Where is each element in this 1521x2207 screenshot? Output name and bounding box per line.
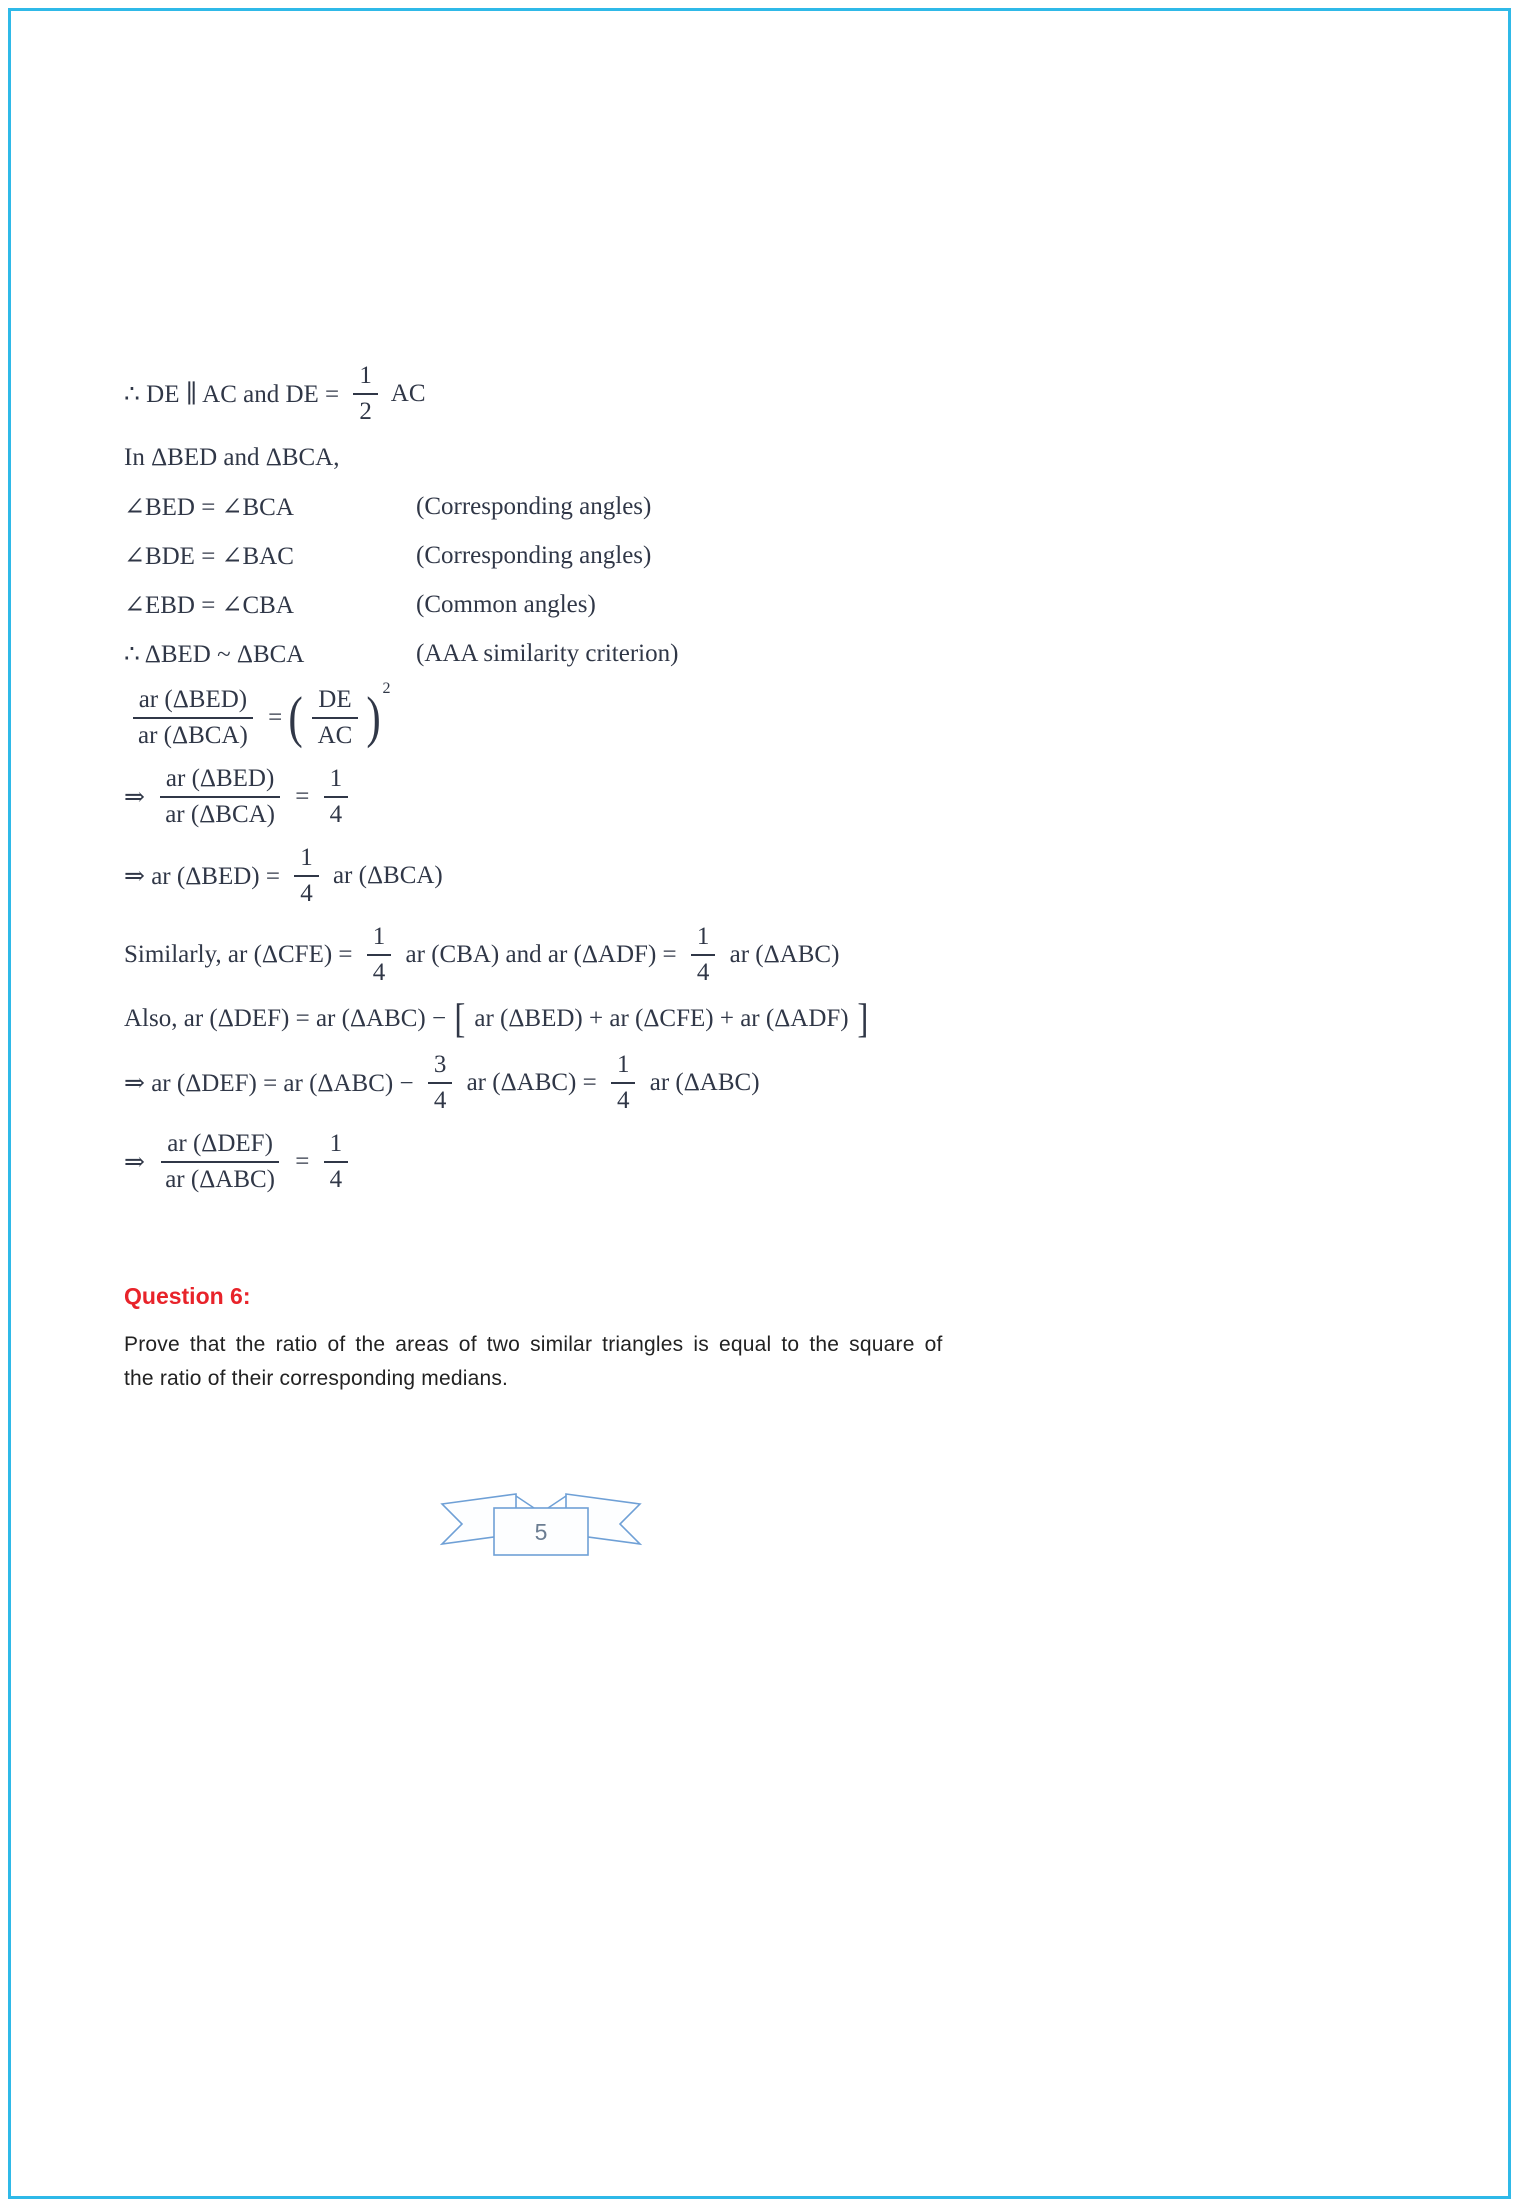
question-block — [124, 1283, 1404, 1396]
math-text: Similarly, ar (ΔCFE) = — [124, 941, 359, 968]
fraction-numerator: 3 — [428, 1051, 453, 1084]
math-text: ar (ΔABC) = — [460, 1069, 603, 1096]
fraction-denominator: ar (ΔBCA) — [138, 722, 248, 749]
math-text: ⇒ — [124, 1149, 152, 1176]
math-line — [124, 437, 1404, 479]
fraction — [132, 686, 254, 750]
math-line — [124, 486, 1404, 528]
fraction — [294, 844, 319, 908]
fraction-denominator: 4 — [329, 801, 343, 828]
math-text: = — [289, 783, 316, 810]
big-delimiter: ( — [288, 686, 304, 750]
ribbon-fold-lines — [516, 1496, 566, 1508]
fraction-numerator: DE — [312, 686, 357, 719]
math-text: ∠EBD = ∠CBA — [124, 592, 294, 619]
math-text: ⇒ ar (ΔBED) = — [124, 863, 287, 890]
math-text: ∴ ΔBED ~ ΔBCA — [124, 641, 305, 668]
fraction — [159, 765, 281, 829]
page-number-ribbon — [436, 1488, 646, 1560]
math-text: AC — [385, 380, 426, 407]
fraction-denominator: 4 — [300, 880, 313, 907]
fraction-denominator: ar (ΔBCA) — [165, 801, 276, 828]
math-line — [124, 761, 1404, 833]
page-number: 5 — [534, 1519, 548, 1545]
fraction — [324, 1130, 349, 1194]
math-text: ar (ΔBED) + ar (ΔCFE) + ar (ΔADF) — [468, 1005, 855, 1032]
math-text: = — [261, 704, 289, 731]
math-proof-block — [124, 358, 1404, 1198]
angle-reason-note: (Corresponding angles) — [416, 542, 652, 569]
fraction — [353, 362, 378, 426]
math-text: ar (ΔBCA) — [326, 862, 443, 889]
fraction-numerator: ar (ΔDEF) — [161, 1130, 279, 1163]
math-text: In ΔBED and ΔBCA, — [124, 444, 340, 471]
math-line — [124, 1047, 1404, 1119]
fraction-numerator: 1 — [353, 362, 378, 395]
math-text: ∴ DE ∥ AC and DE = — [124, 381, 346, 408]
question-heading: Question 6: — [124, 1283, 251, 1309]
math-text: = — [289, 1148, 316, 1175]
fraction-denominator: 4 — [433, 1087, 447, 1114]
fraction-denominator: 4 — [372, 959, 386, 986]
math-line — [124, 535, 1404, 577]
math-line — [124, 682, 1404, 754]
math-line — [124, 1126, 1404, 1198]
fraction-denominator: 4 — [329, 1166, 343, 1193]
math-text: Also, ar (ΔDEF) = ar (ΔABC) − — [124, 1005, 453, 1032]
math-line — [124, 584, 1404, 626]
fraction-numerator: 1 — [611, 1051, 636, 1084]
question-text-line-1: Prove that the ratio of the areas of two similar triangles is equal to the square of — [124, 1333, 943, 1356]
fraction-numerator: 1 — [691, 923, 716, 956]
angle-reason-note: (Corresponding angles) — [416, 493, 652, 520]
math-line — [124, 995, 1404, 1042]
fraction-denominator: 4 — [616, 1087, 630, 1114]
fraction — [691, 923, 716, 987]
math-line — [124, 358, 1404, 430]
big-delimiter: ) — [366, 686, 382, 750]
fraction-numerator: ar (ΔBED) — [160, 765, 280, 798]
fraction — [159, 1130, 281, 1194]
fraction-denominator: AC — [317, 722, 353, 749]
math-text: ∠BED = ∠BCA — [124, 494, 294, 521]
angle-reason-note: (Common angles) — [416, 591, 596, 618]
math-text: ⇒ — [124, 784, 152, 811]
fraction — [324, 765, 349, 829]
math-text: ar (CBA) and ar (ΔADF) = — [399, 941, 683, 968]
fraction-numerator: ar (ΔBED) — [133, 686, 253, 719]
ribbon-banner-graphic — [436, 1488, 646, 1560]
math-line — [124, 919, 1404, 991]
fraction-numerator: 1 — [324, 765, 349, 798]
fraction-numerator: 1 — [324, 1130, 349, 1163]
fraction — [312, 686, 359, 750]
fraction-denominator: ar (ΔABC) — [165, 1166, 276, 1193]
fraction — [428, 1051, 453, 1115]
fraction — [367, 923, 392, 987]
fraction-numerator: 1 — [294, 844, 319, 877]
math-text: ⇒ ar (ΔDEF) = ar (ΔABC) − — [124, 1070, 420, 1097]
math-line — [124, 840, 1404, 912]
math-text: ar (ΔABC) — [643, 1069, 760, 1096]
math-text: ar (ΔABC) — [723, 941, 840, 968]
math-text: ∠BDE = ∠BAC — [124, 543, 294, 570]
document-page — [124, 358, 1404, 1560]
fraction-numerator: 1 — [367, 923, 392, 956]
big-delimiter: [ — [454, 995, 466, 1042]
fraction-denominator: 4 — [696, 959, 710, 986]
math-line — [124, 633, 1404, 675]
superscript: 2 — [382, 680, 391, 697]
question-text-line-2: the ratio of their corresponding medians. — [124, 1367, 509, 1390]
big-delimiter: ] — [857, 995, 869, 1042]
fraction-denominator: 2 — [359, 398, 372, 425]
fraction — [611, 1051, 636, 1115]
angle-reason-note: (AAA similarity criterion) — [416, 640, 679, 667]
